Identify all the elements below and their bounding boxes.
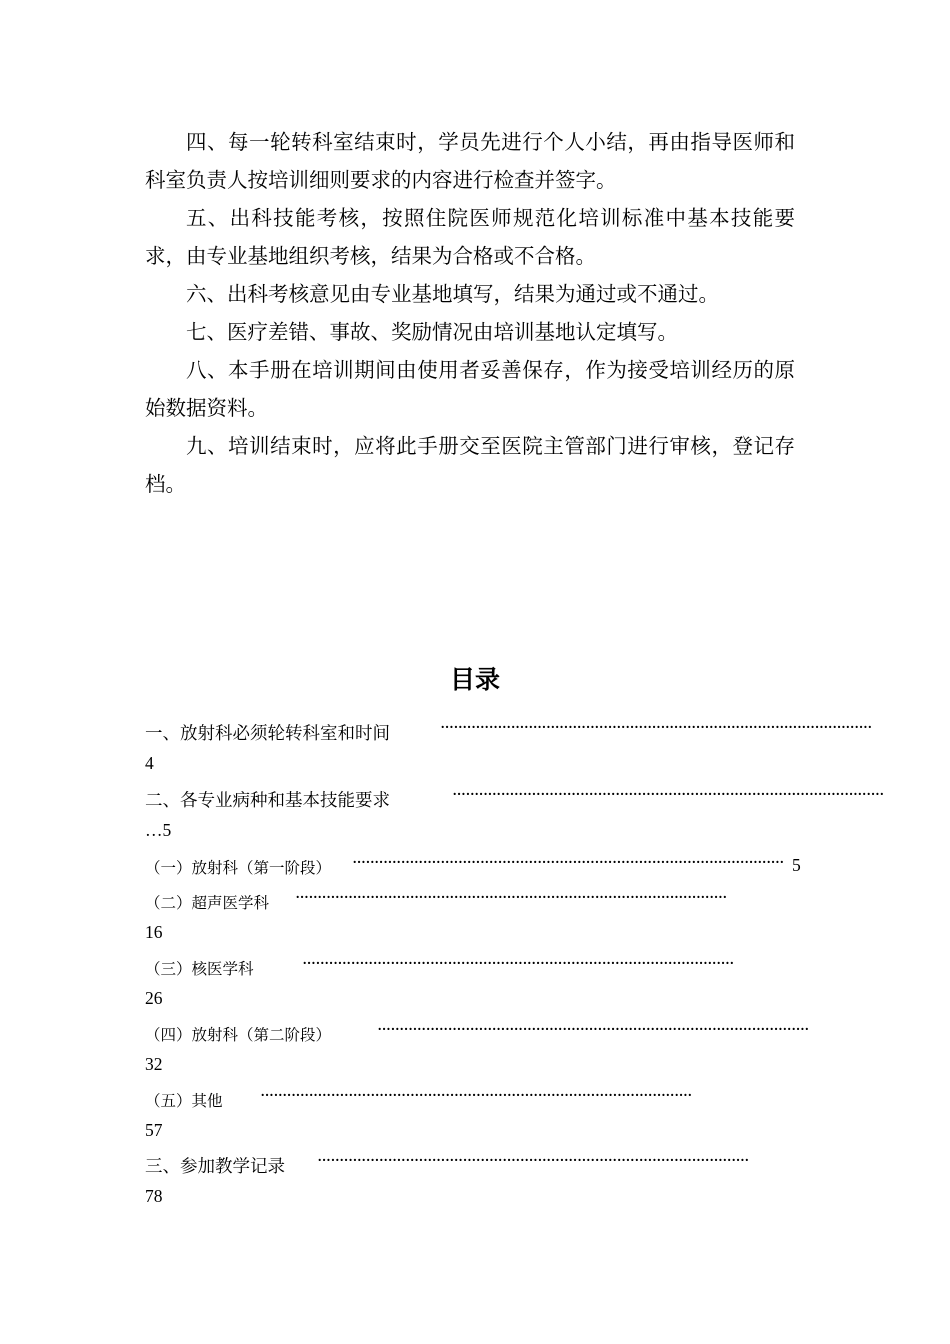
toc-entry-label: （二）超声医学科 (145, 894, 270, 912)
toc-entry-page: 26 (145, 988, 163, 1008)
toc-entry-page: 32 (145, 1054, 163, 1074)
toc-entry[interactable] (145, 891, 269, 913)
toc-leader-dots: ·································································································· (302, 954, 734, 974)
toc-entry[interactable] (145, 1023, 331, 1045)
toc-leader-dots: ·································································································· (377, 1020, 809, 1040)
toc-entry-page: …5 (145, 820, 172, 840)
toc-entry-page: 78 (145, 1186, 163, 1206)
toc-leader-dots: ·································································································· (295, 888, 727, 908)
toc-entry[interactable] (145, 1153, 285, 1178)
paragraph-7: 七、医疗差错、事故、奖励情况由培训基地认定填写。 (186, 320, 678, 344)
toc-leader-dots: ·································································································· (317, 1151, 749, 1171)
toc-entry[interactable] (145, 787, 390, 812)
toc-title: 目录 (449, 665, 500, 694)
paragraph-9: 九、培训结束时，应将此手册交至医院主管部门进行审核，登记存档。 (145, 434, 795, 496)
toc-entry-label: （三）核医学科 (145, 960, 254, 978)
paragraph-8: 八、本手册在培训期间由使用者妥善保存，作为接受培训经历的原始数据资料。 (145, 358, 795, 420)
toc-leader-dots: ·································································································· (440, 718, 872, 738)
toc-entry-label: （五）其他 (145, 1092, 223, 1110)
toc-entry-page: 4 (145, 753, 154, 773)
toc-entry[interactable] (145, 957, 254, 979)
paragraph-5: 五、出科技能考核，按照住院医师规范化培训标准中基本技能要求，由专业基地组织考核，结果为合格或不合格。 (145, 206, 795, 268)
toc-entry-page: 16 (145, 922, 163, 942)
toc-leader-dots: ·································································································· (352, 853, 784, 873)
paragraph-4: 四、每一轮转科室结束时，学员先进行个人小结，再由指导医师和科室负责人按培训细则要求的内容进行检查并签字。 (145, 130, 795, 192)
toc-entry[interactable] (145, 1089, 223, 1111)
toc-entry[interactable] (145, 856, 331, 878)
toc-entry-label: 三、参加教学记录 (145, 1157, 285, 1177)
toc-leader-dots: ·································································································· (452, 785, 884, 805)
toc-entry-label: 一、放射科必须轮转科室和时间 (145, 724, 390, 744)
paragraph-6: 六、出科考核意见由专业基地填写，结果为通过或不通过。 (186, 282, 719, 306)
toc-entry[interactable] (145, 720, 390, 745)
toc-entry-label: 二、各专业病种和基本技能要求 (145, 791, 390, 811)
toc-leader-dots: ·································································································· (260, 1086, 692, 1106)
toc-entry-label: （一）放射科（第一阶段） (145, 859, 332, 877)
toc-entry-page: 57 (145, 1120, 163, 1140)
toc-entry-page: 5 (792, 855, 801, 875)
toc-entry-label: （四）放射科（第二阶段） (145, 1026, 332, 1044)
